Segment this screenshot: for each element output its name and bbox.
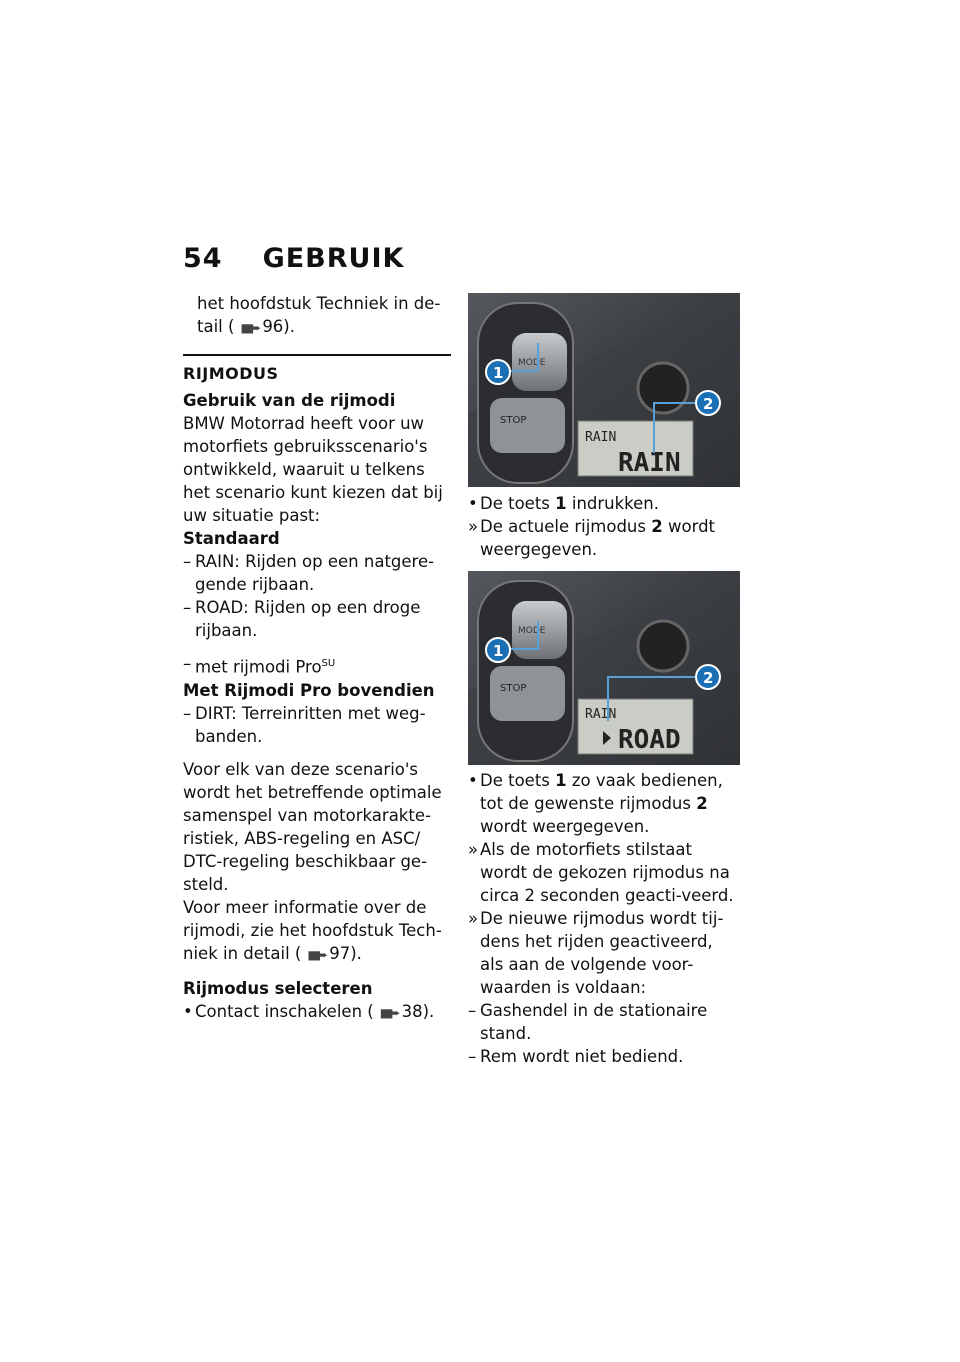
page-ref-arrow-icon: ▮▮▮➨	[240, 321, 259, 335]
callout-2: 2	[703, 669, 714, 687]
page-ref-link[interactable]: 96).	[262, 317, 295, 336]
list-item: – Rem wordt niet bediend.	[468, 1047, 684, 1066]
list-item: – Gashendel in de stationaire stand.	[468, 1001, 708, 1043]
left-column	[183, 292, 451, 1025]
page-ref-link[interactable]: 38).	[401, 1001, 435, 1021]
display-small-text: RAIN	[585, 707, 617, 722]
page-ref-arrow-icon: ▮▮▮➨	[379, 1005, 398, 1020]
handlebar-illustration	[468, 571, 740, 765]
list-item: » Als de motorfiets stilstaat wordt de gekozen rijmodus na circa 2 seconden geacti-veerd.	[468, 840, 734, 905]
mode-button-label: MODE	[518, 626, 546, 636]
list-item: » De actuele rijmodus 2 wordt weergegeven.	[468, 517, 716, 559]
option-sup: SU	[321, 658, 336, 669]
handlebar-photo-road	[468, 571, 740, 765]
callout-1: 1	[493, 364, 504, 382]
section-rule	[183, 354, 451, 356]
pro-label: Met Rijmodi Pro bovendien	[183, 680, 435, 700]
handlebar-illustration	[468, 293, 740, 487]
list-item: • De toets 1 indrukken.	[468, 494, 660, 513]
handlebar-photo-rain	[468, 293, 740, 487]
subsection-title: Gebruik van de rijmodi	[183, 391, 396, 410]
section-title: RIJMODUS	[183, 364, 279, 383]
page-ref-link[interactable]: 97).	[329, 943, 362, 963]
list-item: – RAIN: Rijden op een natgere-gende rijbaan.	[183, 552, 435, 594]
display-big-text: ROAD	[618, 725, 681, 755]
stop-button-label: STOP	[500, 415, 527, 426]
paragraph: Voor elk van deze scenario's wordt het betreffende optimale samenspel van motorkarakte-ristiek, ABS-regeling en ASC/ DTC-regeling beschikbaar ge-steld.	[183, 759, 442, 894]
display-small-text: RAIN	[585, 430, 617, 445]
intro-line1: het hoofdstuk Techniek in de-	[197, 294, 441, 313]
page-header	[183, 243, 404, 274]
mode-button-label: MODE	[518, 358, 546, 368]
standard-label: Standaard	[183, 529, 280, 548]
list-item: • De toets 1 zo vaak bedienen, tot de gewenste rijmodus 2 wordt weergegeven.	[468, 771, 723, 836]
right-text-1	[468, 492, 740, 561]
list-item: – ROAD: Rijden op een droge rijbaan.	[183, 598, 421, 640]
chapter-title: GEBRUIK	[262, 243, 405, 274]
stop-button-label: STOP	[500, 683, 527, 694]
page-ref-arrow-icon: ▮▮▮➨	[307, 947, 326, 962]
list-item: – DIRT: Terreinritten met weg-banden.	[183, 703, 426, 746]
intro-line2: tail ( ▮▮▮➨ 96).	[183, 315, 451, 340]
intro-paragraph: BMW Motorrad heeft voor uw motorfiets gebruiksscenario's ontwikkeld, waaruit u telkens het scenario kunt kiezen dat bij uw situatie past:	[183, 414, 443, 525]
callout-2: 2	[703, 395, 714, 413]
list-item: • Contact inschakelen ( ▮▮▮➨ 38).	[183, 1000, 451, 1025]
paragraph: Voor meer informatie over de rijmodi, zie het hoofdstuk Tech-niek in detail ( ▮▮▮➨ 97).	[183, 896, 451, 967]
callout-1: 1	[493, 642, 504, 660]
subsection-title: Rijmodus selecteren	[183, 978, 373, 998]
display-big-text: RAIN	[618, 448, 681, 478]
list-item: – met rijmodi Pro$^{SU}$	[183, 654, 336, 677]
list-item: » De nieuwe rijmodus wordt tij-dens het rijden geactiveerd, als aan de volgende voor-waarden is voldaan:	[468, 909, 724, 997]
right-text-2	[468, 769, 740, 1068]
page-number: 54	[183, 243, 223, 274]
